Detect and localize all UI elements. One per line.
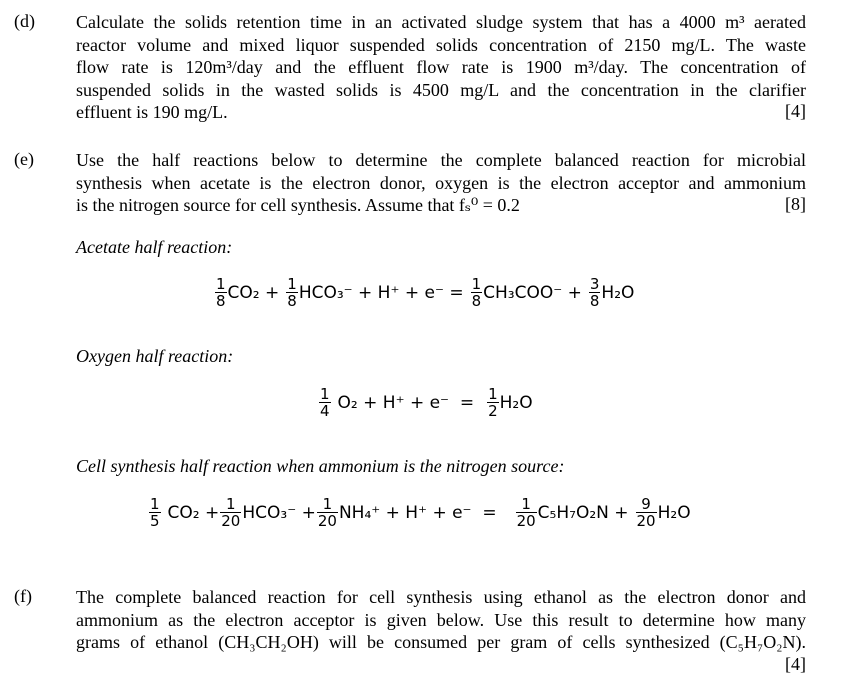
question-e-line: is the nitrogen source for cell synthesis. Assume that fₛ⁰ = 0.2: [76, 195, 520, 215]
synthesis-heading: Cell synthesis half reaction when ammonium is the nitrogen source:: [76, 456, 565, 476]
question-e-line: synthesis when acetate is the electron donor, oxygen is the electron acceptor and ammonium: [76, 172, 806, 193]
fraction: $\frac{1}{20}$: [516, 495, 536, 530]
fraction: $\frac{1}{20}$: [221, 495, 241, 530]
equation-term: H₂O: [601, 282, 635, 303]
oxygen-equation: [318, 386, 533, 419]
question-e-label: (e): [14, 149, 34, 169]
question-d-label: (d): [14, 11, 35, 31]
question-e-text: [76, 149, 806, 217]
question-d-line: reactor volume and mixed liquor suspended solids concentration of 2150 mg/L. The waste: [76, 34, 806, 55]
equation-term: CO₂ +: [167, 502, 220, 523]
equation-term: HCO₃⁻ + H⁺ + e⁻ =: [298, 282, 464, 303]
fraction: $\frac{1}{20}$: [317, 495, 337, 530]
question-f-line: ammonium as the electron acceptor is given below. Use this result to determine how many: [76, 609, 806, 630]
question-d-line: effluent is 190 mg/L.: [76, 102, 228, 122]
question-f-text: [76, 586, 806, 654]
fraction: $\frac{1}{5}$: [150, 495, 160, 530]
question-d-marks: [4]: [785, 101, 806, 121]
question-d-line: Calculate the solids retention time in an activated sludge system that has a 4000 m³ aerated: [76, 12, 806, 32]
equation-term: H₂O: [657, 502, 691, 523]
question-f-line: The complete balanced reaction for cell synthesis using ethanol as the electron donor and: [76, 587, 806, 607]
acetate-heading: Acetate half reaction:: [76, 237, 233, 257]
fraction: $\frac{1}{8}$: [216, 275, 226, 310]
fraction: $\frac{3}{8}$: [589, 275, 600, 310]
acetate-equation: [214, 276, 634, 309]
fraction: $\frac{1}{8}$: [471, 275, 482, 310]
question-e-marks: [8]: [785, 194, 806, 214]
equation-term: NH₄⁺ + H⁺ + e⁻ =: [338, 502, 497, 523]
fraction: $\frac{1}{8}$: [287, 275, 297, 310]
question-f-label: (f): [14, 586, 32, 606]
equation-term: C₅H₇O₂N +: [537, 502, 629, 523]
question-d-line: flow rate is 120m³/day and the effluent flow rate is 1900 m³/day. The concentration of: [76, 57, 806, 77]
fraction: $\frac{1}{4}$: [320, 385, 330, 420]
synthesis-equation: [148, 496, 691, 529]
equation-term: CH₃COO⁻ +: [483, 282, 582, 303]
fraction: $\frac{1}{2}$: [488, 385, 498, 420]
question-e-line: Use the half reactions below to determine the complete balanced reaction for microbial: [76, 150, 806, 170]
oxygen-heading: Oxygen half reaction:: [76, 346, 234, 366]
equation-term: O₂ + H⁺ + e⁻ =: [337, 392, 475, 413]
question-f-marks: [4]: [785, 654, 806, 674]
equation-term: H₂O: [499, 392, 533, 413]
question-d-line: suspended solids in the wasted solids is 4500 mg/L and the concentration in the clarifier: [76, 79, 806, 100]
equation-term: HCO₃⁻ +: [242, 502, 316, 523]
question-f-line: grams of ethanol (CH₃CH₂OH) will be consumed per gram of cells synthesized (C₅H₇O₂N).: [76, 632, 806, 652]
fraction: $\frac{9}{20}$: [636, 495, 656, 530]
equation-term: CO₂ +: [227, 282, 280, 303]
question-d-text: [76, 11, 806, 124]
